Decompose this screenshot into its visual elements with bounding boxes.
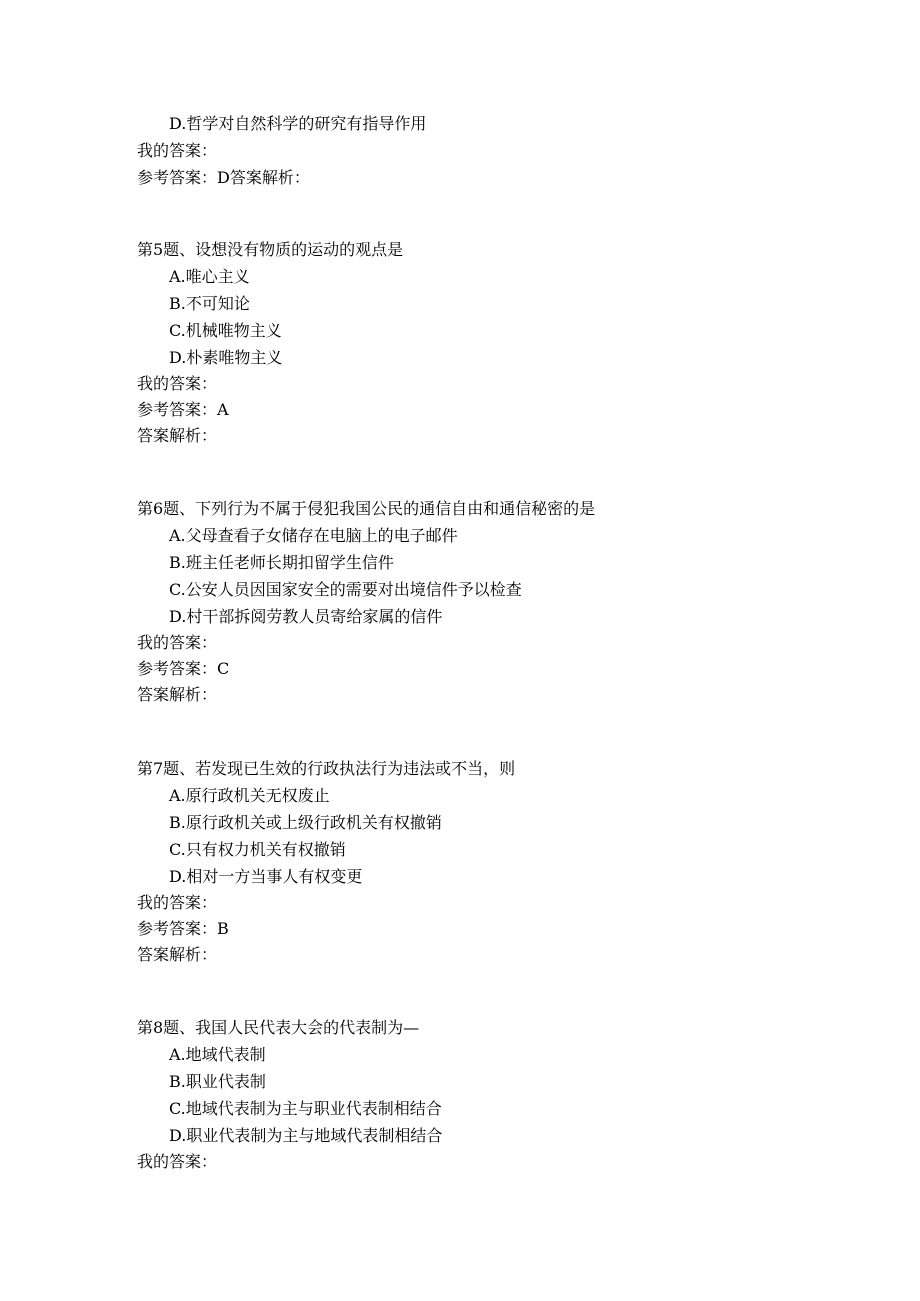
prev-reference-answer: 参考答案：D答案解析： — [137, 168, 310, 187]
question-7-option-b: B.原行政机关或上级行政机关有权撤销 — [169, 813, 442, 832]
question-7-option-a: A.原行政机关无权废止 — [169, 786, 330, 805]
question-8-my-answer: 我的答案： — [137, 1152, 218, 1171]
question-5-option-b: B.不可知论 — [169, 294, 250, 313]
question-7-my-answer: 我的答案： — [137, 893, 218, 912]
question-5-title: 第5题、设想没有物质的运动的观点是 — [137, 240, 404, 259]
prev-my-answer: 我的答案： — [137, 141, 218, 160]
question-6-analysis: 答案解析： — [137, 685, 218, 704]
prev-option-d: D.哲学对自然科学的研究有指导作用 — [169, 114, 427, 133]
question-6-option-c: C.公安人员因国家安全的需要对出境信件予以检查 — [169, 580, 522, 599]
question-5-reference-answer: 参考答案：A — [137, 400, 229, 419]
question-8-option-a: A.地域代表制 — [169, 1045, 266, 1064]
question-5-option-d: D.朴素唯物主义 — [169, 348, 283, 367]
question-5-option-a: A.唯心主义 — [169, 267, 250, 286]
question-5-my-answer: 我的答案： — [137, 374, 218, 393]
question-8-option-d: D.职业代表制为主与地域代表制相结合 — [169, 1126, 443, 1145]
question-6-reference-answer: 参考答案：C — [137, 659, 230, 678]
question-6-title: 第6题、下列行为不属于侵犯我国公民的通信自由和通信秘密的是 — [137, 499, 596, 518]
question-5-analysis: 答案解析： — [137, 426, 218, 445]
question-6-option-b: B.班主任老师长期扣留学生信件 — [169, 553, 394, 572]
question-6-option-a: A.父母查看子女储存在电脑上的电子邮件 — [169, 526, 458, 545]
question-7-analysis: 答案解析： — [137, 945, 218, 964]
question-8-option-b: B.职业代表制 — [169, 1072, 266, 1091]
question-8-title: 第8题、我国人民代表大会的代表制为— — [137, 1018, 420, 1037]
question-7-reference-answer: 参考答案：B — [137, 919, 229, 938]
question-7-title: 第7题、若发现已生效的行政执法行为违法或不当，则 — [137, 759, 516, 778]
question-7-option-d: D.相对一方当事人有权变更 — [169, 867, 363, 886]
question-6-my-answer: 我的答案： — [137, 633, 218, 652]
question-5-option-c: C.机械唯物主义 — [169, 321, 282, 340]
question-6-option-d: D.村干部拆阅劳教人员寄给家属的信件 — [169, 607, 443, 626]
question-8-option-c: C.地域代表制为主与职业代表制相结合 — [169, 1099, 442, 1118]
question-7-option-c: C.只有权力机关有权撤销 — [169, 840, 346, 859]
